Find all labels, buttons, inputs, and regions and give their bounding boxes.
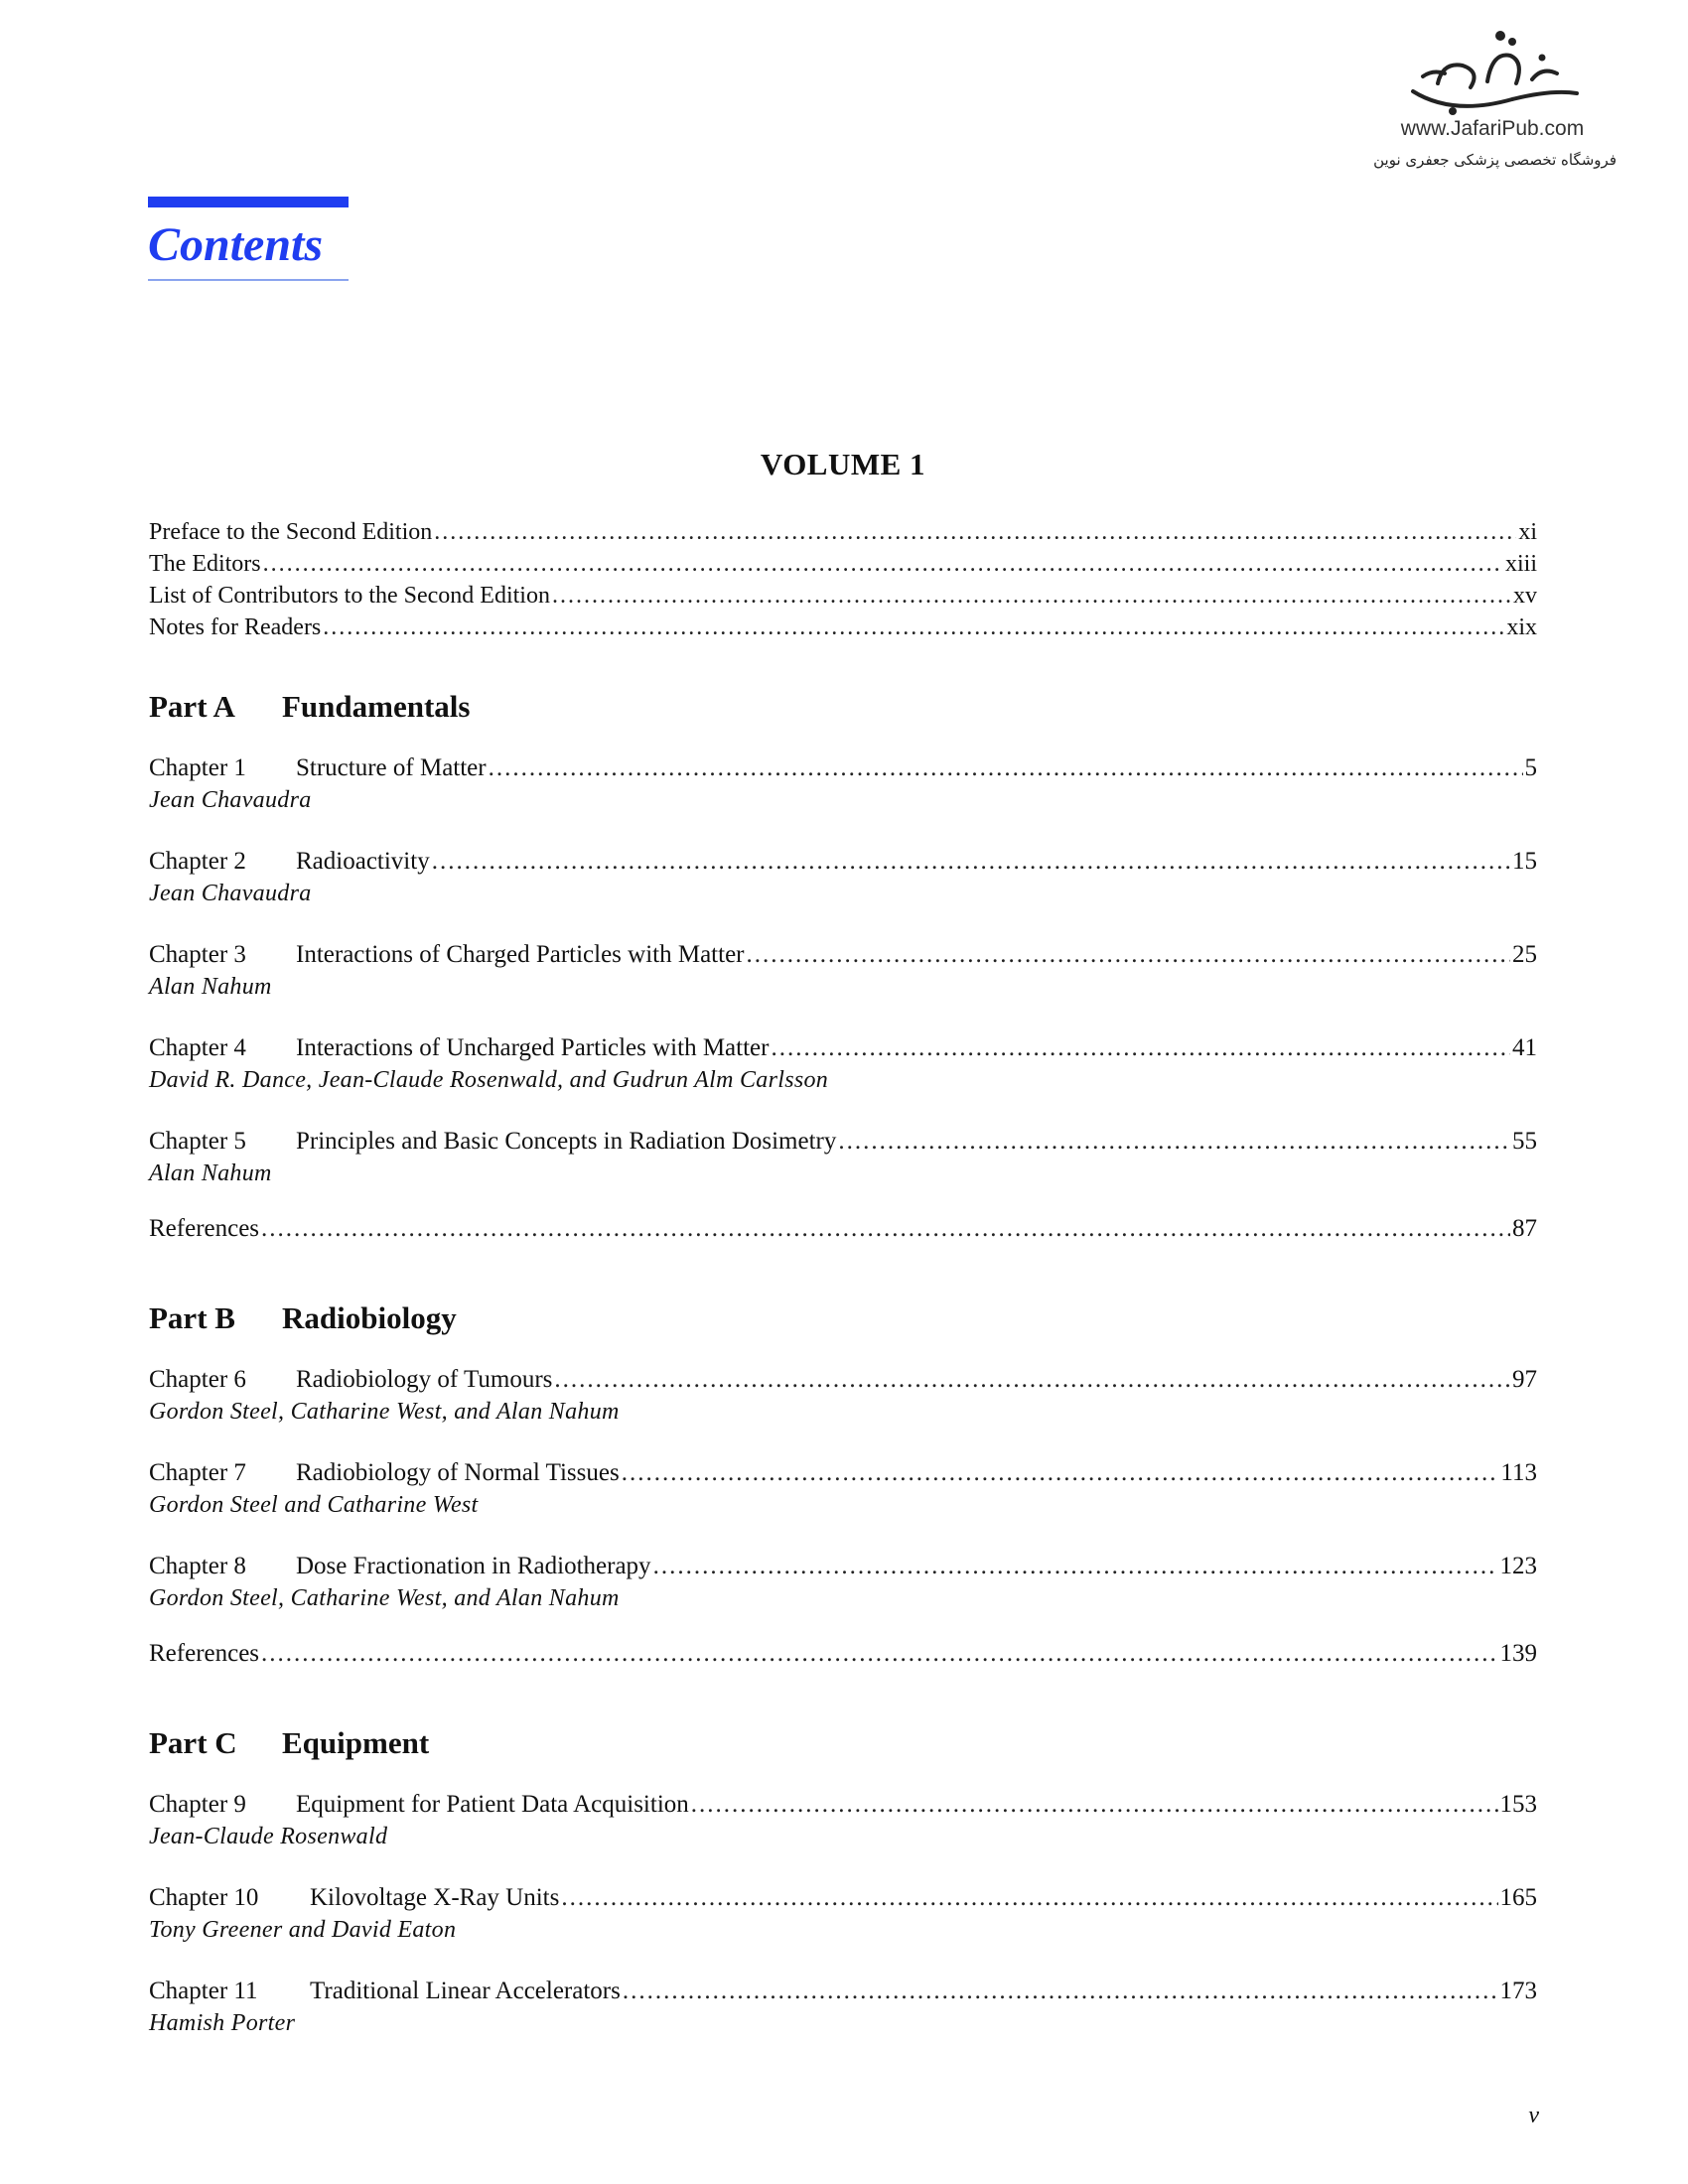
chapter-entry[interactable] xyxy=(149,1789,1537,1852)
references-page: 139 xyxy=(1499,1640,1537,1667)
chapter-number: Chapter 3 xyxy=(149,941,246,968)
leader-dots xyxy=(261,1213,1510,1245)
chapter-page: 41 xyxy=(1512,1034,1537,1061)
chapter-entry[interactable] xyxy=(149,1976,1537,2039)
entry-label: Notes for Readers xyxy=(149,614,322,640)
chapter-entry[interactable] xyxy=(149,1032,1537,1096)
contents-heading-block xyxy=(148,197,349,281)
chapter-entry[interactable] xyxy=(149,1551,1537,1614)
part-heading xyxy=(149,1725,1537,1761)
chapter-authors: Hamish Porter xyxy=(149,2010,296,2036)
chapter-title: Equipment for Patient Data Acquisition xyxy=(296,1791,689,1818)
chapter-page: 5 xyxy=(1524,754,1537,781)
chapter-entry[interactable] xyxy=(149,1882,1537,1946)
heading-underline xyxy=(148,279,349,281)
chapter-number: Chapter 2 xyxy=(149,848,246,875)
leader-dots xyxy=(432,846,1510,878)
leader-dots xyxy=(623,1976,1498,2007)
chapter-authors: Jean-Claude Rosenwald xyxy=(149,1824,388,1849)
leader-dots xyxy=(622,1457,1499,1489)
chapter-authors: Gordon Steel, Catharine West, and Alan Nahum xyxy=(149,1585,620,1611)
leader-dots xyxy=(554,1364,1510,1396)
leader-dots xyxy=(691,1789,1498,1821)
chapter-entry[interactable] xyxy=(149,1457,1537,1521)
calligraphy-logo-icon xyxy=(1393,22,1592,121)
part-title: Equipment xyxy=(282,1725,430,1760)
references-label: References xyxy=(149,1215,260,1242)
chapter-page: 15 xyxy=(1512,848,1537,875)
chapter-page: 55 xyxy=(1512,1128,1537,1155)
references-entry[interactable] xyxy=(149,1638,1537,1670)
publisher-logo xyxy=(1368,22,1617,169)
chapter-page: 173 xyxy=(1499,1978,1537,2004)
part-heading xyxy=(149,689,1537,725)
leader-dots xyxy=(552,580,1511,612)
toc-entry[interactable] xyxy=(149,516,1537,548)
chapter-number: Chapter 1 xyxy=(149,754,246,781)
chapter-authors: Alan Nahum xyxy=(149,974,272,1000)
chapter-number: Chapter 5 xyxy=(149,1128,246,1155)
entry-page: xi xyxy=(1518,519,1537,545)
leader-dots xyxy=(261,1638,1497,1670)
entry-label: List of Contributors to the Second Edition xyxy=(149,583,550,609)
toc-entry[interactable] xyxy=(149,548,1537,580)
entry-label: The Editors xyxy=(149,551,261,577)
part-label: Part A xyxy=(149,689,235,724)
part-label: Part B xyxy=(149,1300,235,1335)
chapter-number: Chapter 8 xyxy=(149,1553,246,1579)
heading-top-bar xyxy=(148,197,349,207)
chapter-title: Kilovoltage X-Ray Units xyxy=(310,1884,560,1911)
leader-dots xyxy=(323,612,1504,643)
part-title: Fundamentals xyxy=(282,689,471,724)
chapter-title: Interactions of Charged Particles with Matter xyxy=(296,941,745,968)
part-heading xyxy=(149,1300,1537,1336)
entry-page: xv xyxy=(1513,583,1537,609)
chapter-title: Radiobiology of Normal Tissues xyxy=(296,1459,620,1486)
chapter-authors: Gordon Steel and Catharine West xyxy=(149,1492,479,1518)
chapter-number: Chapter 10 xyxy=(149,1884,259,1911)
chapter-page: 153 xyxy=(1499,1791,1537,1818)
toc-entry[interactable] xyxy=(149,612,1537,643)
chapter-authors: Tony Greener and David Eaton xyxy=(149,1917,457,1943)
chapter-title: Principles and Basic Concepts in Radiation Dosimetry xyxy=(296,1128,837,1155)
chapter-entry[interactable] xyxy=(149,1126,1537,1189)
chapter-page: 113 xyxy=(1500,1459,1537,1486)
chapter-title: Structure of Matter xyxy=(296,754,487,781)
chapter-title: Radioactivity xyxy=(296,848,430,875)
chapter-authors: Alan Nahum xyxy=(149,1160,272,1186)
leader-dots xyxy=(747,939,1511,971)
chapter-authors: David R. Dance, Jean-Claude Rosenwald, and Gudrun Alm Carlsson xyxy=(149,1067,829,1093)
entry-page: xix xyxy=(1506,614,1537,640)
leader-dots xyxy=(653,1551,1498,1582)
chapter-title: Dose Fractionation in Radiotherapy xyxy=(296,1553,651,1579)
front-matter xyxy=(149,516,1537,643)
chapter-page: 123 xyxy=(1499,1553,1537,1579)
leader-dots xyxy=(263,548,1503,580)
chapter-number: Chapter 11 xyxy=(149,1978,258,2004)
chapter-title: Traditional Linear Accelerators xyxy=(310,1978,621,2004)
chapter-entry[interactable] xyxy=(149,752,1537,816)
chapter-entry[interactable] xyxy=(149,846,1537,909)
references-page: 87 xyxy=(1512,1215,1537,1242)
references-label: References xyxy=(149,1640,260,1667)
chapter-page: 25 xyxy=(1512,941,1537,968)
logo-url: www.JafariPub.com xyxy=(1400,117,1585,140)
chapter-number: Chapter 6 xyxy=(149,1366,246,1393)
toc-entry[interactable] xyxy=(149,580,1537,612)
chapter-authors: Gordon Steel, Catharine West, and Alan Nahum xyxy=(149,1399,620,1425)
chapter-entry[interactable] xyxy=(149,1364,1537,1428)
table-of-contents xyxy=(149,447,1537,2069)
page-title: Contents xyxy=(148,218,324,271)
leader-dots xyxy=(771,1032,1510,1064)
part-title: Radiobiology xyxy=(282,1300,457,1335)
page-number: v xyxy=(1528,2103,1539,2128)
chapter-page: 97 xyxy=(1512,1366,1537,1393)
leader-dots xyxy=(489,752,1523,784)
logo-tagline: فروشگاه تخصصی پزشکی جعفری نوین xyxy=(1373,151,1617,169)
chapter-page: 165 xyxy=(1499,1884,1537,1911)
chapter-title: Interactions of Uncharged Particles with Matter xyxy=(296,1034,770,1061)
references-entry[interactable] xyxy=(149,1213,1537,1245)
volume-title: VOLUME 1 xyxy=(760,447,926,481)
entry-label: Preface to the Second Edition xyxy=(149,519,433,545)
part-label: Part C xyxy=(149,1725,237,1760)
entry-page: xiii xyxy=(1504,551,1537,577)
chapter-number: Chapter 4 xyxy=(149,1034,246,1061)
leader-dots xyxy=(838,1126,1510,1158)
chapter-number: Chapter 9 xyxy=(149,1791,246,1818)
chapter-title: Radiobiology of Tumours xyxy=(296,1366,553,1393)
leader-dots xyxy=(561,1882,1497,1914)
chapter-entry[interactable] xyxy=(149,939,1537,1003)
chapter-authors: Jean Chavaudra xyxy=(149,881,312,906)
chapter-number: Chapter 7 xyxy=(149,1459,246,1486)
chapter-authors: Jean Chavaudra xyxy=(149,787,312,813)
leader-dots xyxy=(434,516,1516,548)
